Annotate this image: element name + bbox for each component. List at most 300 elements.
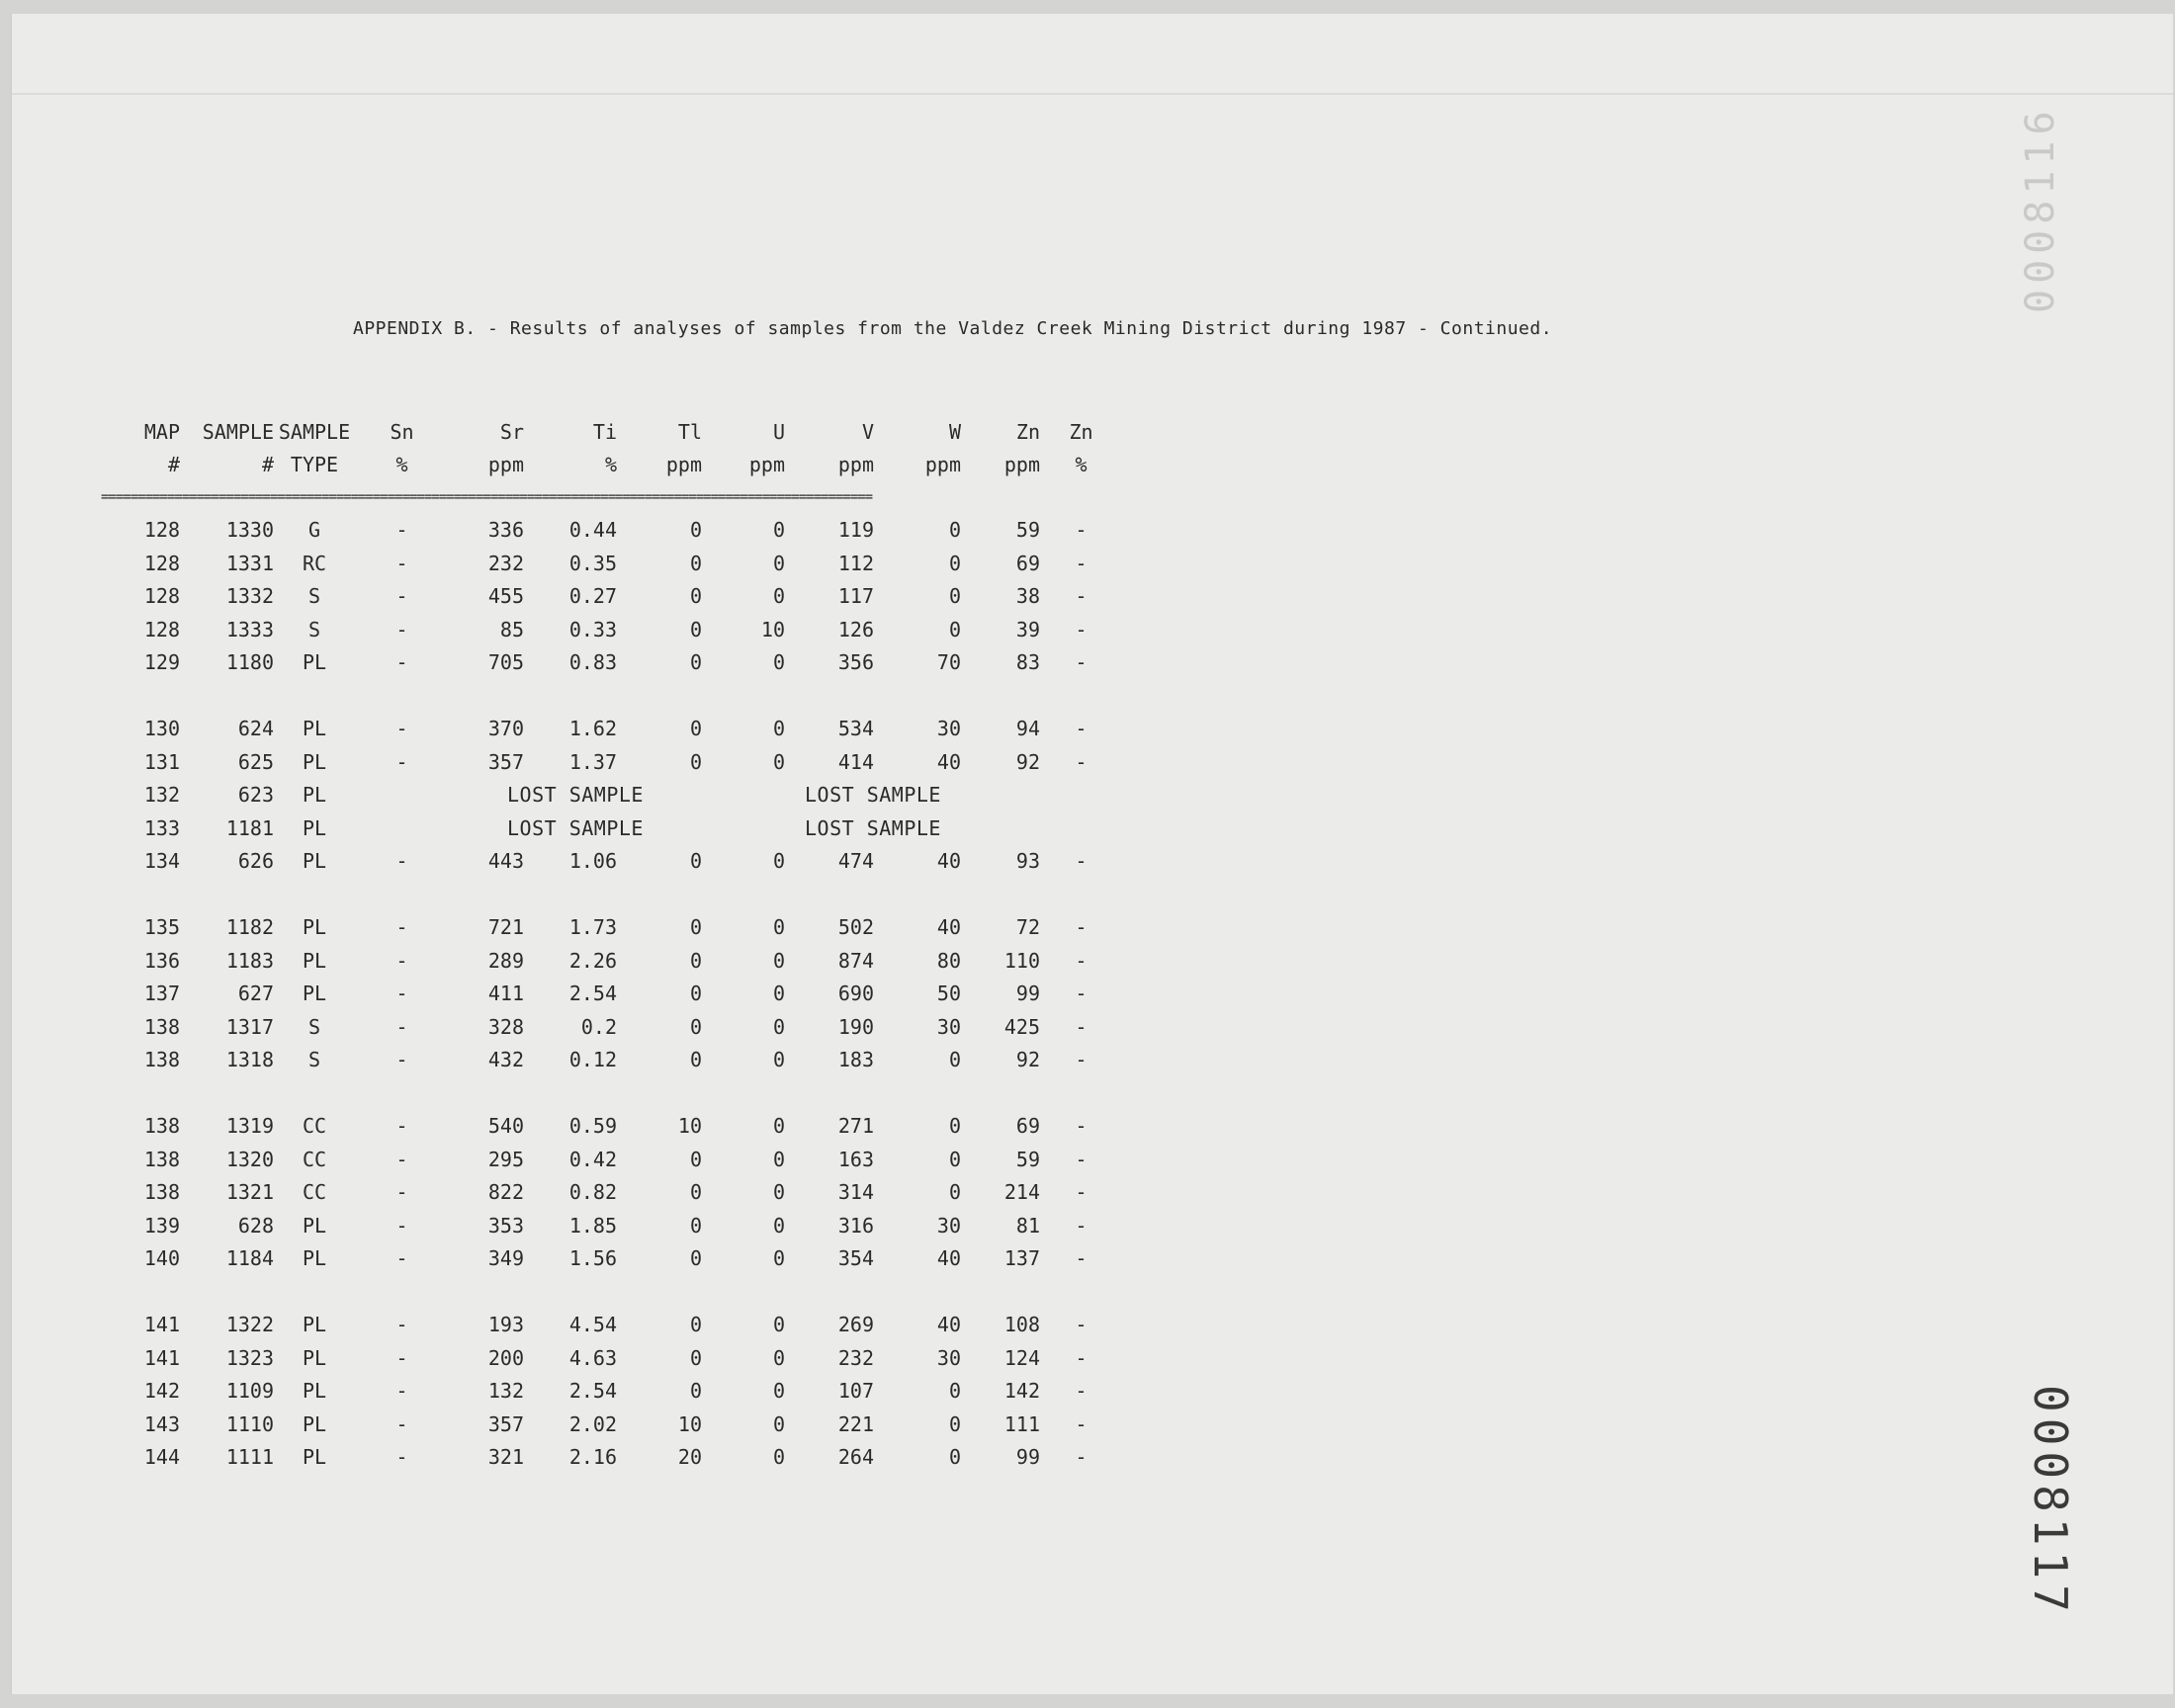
table-row [101, 1143, 1122, 1176]
table-cell: 0.27 [568, 584, 617, 609]
table-cell: 357 [487, 1411, 524, 1436]
table-cell: 411 [487, 982, 524, 1006]
table-cell: 627 [237, 982, 274, 1006]
table-cell: - [1075, 1048, 1088, 1072]
table-cell: 1180 [225, 650, 274, 675]
table-cell: 117 [837, 584, 874, 609]
table-cell: 295 [487, 1147, 524, 1171]
table-row [101, 613, 1122, 646]
table-cell: - [1075, 849, 1088, 874]
empty-cell [355, 811, 449, 845]
table-cell: G [307, 518, 321, 543]
table-cell: 190 [837, 1014, 874, 1039]
table-cell: 0 [772, 1014, 785, 1039]
table-cell: - [1075, 1246, 1088, 1271]
table-cell: 0.83 [568, 650, 617, 675]
table-cell: 92 [1015, 1048, 1040, 1072]
table-cell: - [1075, 1411, 1088, 1436]
table-cell: 432 [487, 1048, 524, 1072]
table-cell: 271 [837, 1114, 874, 1139]
table-row [101, 911, 1122, 945]
header-map: MAP [143, 419, 180, 444]
unit-sample-type: TYPE [290, 452, 339, 476]
table-cell: 1.62 [568, 717, 617, 741]
table-cell: 137 [143, 982, 180, 1006]
table-cell: 99 [1015, 982, 1040, 1006]
group-spacer [101, 679, 1122, 713]
table-cell: PL [302, 783, 327, 808]
table-cell: 163 [837, 1147, 874, 1171]
table-cell: 0 [689, 1180, 702, 1205]
table-cell: - [1075, 518, 1088, 543]
table-cell: 80 [936, 948, 961, 973]
table-cell: 108 [1003, 1313, 1040, 1337]
unit-tl: ppm [665, 452, 702, 476]
table-cell: 0 [689, 1014, 702, 1039]
table-row [101, 1209, 1122, 1242]
table-body [101, 514, 1122, 1475]
table-cell: CC [302, 1114, 327, 1139]
table-cell: 30 [936, 1014, 961, 1039]
table-cell: 0.35 [568, 551, 617, 575]
table-row [101, 1044, 1122, 1077]
table-cell: 534 [837, 717, 874, 741]
spacer-cell [101, 1275, 1122, 1309]
spacer-cell [101, 878, 1122, 911]
table-cell: 39 [1015, 617, 1040, 641]
table-cell: - [395, 551, 408, 575]
table-cell: 1.37 [568, 749, 617, 774]
spacer-cell [101, 679, 1122, 713]
header-zn-ppm: Zn [1015, 419, 1040, 444]
table-cell: 132 [487, 1379, 524, 1404]
table-cell: 142 [1003, 1379, 1040, 1404]
table-cell: 0 [772, 1313, 785, 1337]
table-cell: 0 [689, 1213, 702, 1238]
table-cell: 1110 [225, 1411, 274, 1436]
table-cell: 370 [487, 717, 524, 741]
table-cell: 0 [689, 518, 702, 543]
table-cell: 92 [1015, 749, 1040, 774]
table-cell: 30 [936, 1213, 961, 1238]
table-cell: 129 [143, 650, 180, 675]
table-cell: 443 [487, 849, 524, 874]
table-cell: 0 [948, 1114, 961, 1139]
table-cell: 10 [677, 1411, 702, 1436]
document-page [10, 14, 2173, 1694]
empty-cell [961, 811, 1040, 845]
table-cell: 0 [948, 551, 961, 575]
table-cell: - [395, 1246, 408, 1271]
page-stamp-number: 0008117 [2024, 1385, 2077, 1618]
table-cell: - [395, 717, 408, 741]
table-cell: 353 [487, 1213, 524, 1238]
unit-sample: # [261, 452, 274, 476]
table-cell: 0 [772, 749, 785, 774]
table-cell: 59 [1015, 1147, 1040, 1171]
table-cell: 0 [689, 1147, 702, 1171]
table-cell: 128 [143, 518, 180, 543]
table-cell: 2.26 [568, 948, 617, 973]
bleed-through-stamp: 0008116 [2018, 105, 2063, 313]
unit-ti: % [604, 452, 617, 476]
table-cell: - [1075, 982, 1088, 1006]
table-cell: 1184 [225, 1246, 274, 1271]
table-cell: 0 [689, 915, 702, 940]
table-cell: - [395, 1180, 408, 1205]
table-cell: 4.54 [568, 1313, 617, 1337]
table-cell: 20 [677, 1445, 702, 1470]
header-sample-type: SAMPLE [278, 419, 351, 444]
table-cell: 81 [1015, 1213, 1040, 1238]
unit-zn-ppm: ppm [1003, 452, 1040, 476]
table-cell: 0 [948, 1147, 961, 1171]
table-cell: - [395, 1411, 408, 1436]
table-cell: 1181 [225, 815, 274, 840]
table-cell: 625 [237, 749, 274, 774]
table-cell: - [1075, 1445, 1088, 1470]
table-cell: 289 [487, 948, 524, 973]
table-cell: 1.06 [568, 849, 617, 874]
table-row [101, 1110, 1122, 1144]
table-cell: - [1075, 1147, 1088, 1171]
table-cell: 126 [837, 617, 874, 641]
table-cell: 2.54 [568, 1379, 617, 1404]
header-row-top [101, 415, 1122, 448]
table-cell: PL [302, 915, 327, 940]
table-cell: - [395, 982, 408, 1006]
table-cell: 0 [689, 551, 702, 575]
table-row [101, 713, 1122, 746]
table-cell: 83 [1015, 650, 1040, 675]
table-cell: 40 [936, 1246, 961, 1271]
table-cell: - [1075, 749, 1088, 774]
table-cell: 0 [772, 1379, 785, 1404]
table-row [101, 978, 1122, 1011]
table-cell: 128 [143, 617, 180, 641]
table-cell: 141 [143, 1313, 180, 1337]
header-v: V [861, 419, 874, 444]
table-cell: 0.12 [568, 1048, 617, 1072]
table-cell: 502 [837, 915, 874, 940]
unit-sn: % [395, 452, 408, 476]
table-cell: 0 [689, 982, 702, 1006]
table-cell: 0 [772, 1048, 785, 1072]
table-cell: 40 [936, 749, 961, 774]
table-cell: PL [302, 1411, 327, 1436]
table-cell: 425 [1003, 1014, 1040, 1039]
table-cell: - [1075, 617, 1088, 641]
table-cell: 328 [487, 1014, 524, 1039]
table-cell: - [395, 1445, 408, 1470]
table-cell: 72 [1015, 915, 1040, 940]
table-cell: 143 [143, 1411, 180, 1436]
table-cell: 0 [689, 717, 702, 741]
table-cell: 0 [772, 1114, 785, 1139]
unit-u: ppm [748, 452, 785, 476]
table-cell: 0.42 [568, 1147, 617, 1171]
table-cell: - [1075, 915, 1088, 940]
table-row [101, 1441, 1122, 1475]
table-cell: 0.44 [568, 518, 617, 543]
table-cell: 2.16 [568, 1445, 617, 1470]
table-row [101, 944, 1122, 978]
table-cell: 0 [772, 1345, 785, 1370]
table-cell: - [395, 1014, 408, 1039]
table-cell: 111 [1003, 1411, 1040, 1436]
table-row [101, 845, 1122, 879]
table-cell: 30 [936, 1345, 961, 1370]
empty-cell [702, 779, 785, 812]
table-cell: 705 [487, 650, 524, 675]
table-cell: 0 [772, 1246, 785, 1271]
table-cell: S [307, 584, 321, 609]
table-cell: - [1075, 650, 1088, 675]
group-spacer [101, 878, 1122, 911]
header-sample: SAMPLE [202, 419, 274, 444]
lost-sample-note: LOST SAMPLE [507, 815, 644, 840]
table-cell: 30 [936, 717, 961, 741]
table-row [101, 1010, 1122, 1044]
table-cell: 144 [143, 1445, 180, 1470]
table-cell: 0 [948, 1411, 961, 1436]
table-cell: PL [302, 1246, 327, 1271]
table-cell: PL [302, 1445, 327, 1470]
table-cell: 414 [837, 749, 874, 774]
table-cell: 0 [689, 584, 702, 609]
table-cell: 0 [689, 1313, 702, 1337]
table-cell: 336 [487, 518, 524, 543]
table-cell: S [307, 617, 321, 641]
table-cell: 1330 [225, 518, 274, 543]
table-cell: 1318 [225, 1048, 274, 1072]
table-cell: 1111 [225, 1445, 274, 1470]
table-cell: 1332 [225, 584, 274, 609]
header-row-units [101, 448, 1122, 480]
table-cell: 0 [948, 1445, 961, 1470]
table-cell: 357 [487, 749, 524, 774]
header-zn-pct: Zn [1069, 419, 1093, 444]
table-cell: 69 [1015, 551, 1040, 575]
table-cell: - [1075, 717, 1088, 741]
table-cell: 1182 [225, 915, 274, 940]
header-w: W [948, 419, 961, 444]
table-cell: - [395, 749, 408, 774]
table-cell: 356 [837, 650, 874, 675]
table-cell: 0 [948, 1379, 961, 1404]
table-cell: 321 [487, 1445, 524, 1470]
table-cell: 93 [1015, 849, 1040, 874]
table-cell: 40 [936, 849, 961, 874]
table-cell: 264 [837, 1445, 874, 1470]
table-cell: - [1075, 584, 1088, 609]
table-cell: 107 [837, 1379, 874, 1404]
empty-cell [961, 779, 1040, 812]
table-cell: 0 [689, 1246, 702, 1271]
header-ti: Ti [592, 419, 617, 444]
table-cell: 137 [1003, 1246, 1040, 1271]
table-cell: - [395, 1048, 408, 1072]
table-cell: 874 [837, 948, 874, 973]
table-cell: 40 [936, 1313, 961, 1337]
table-cell: PL [302, 650, 327, 675]
table-cell: 1.85 [568, 1213, 617, 1238]
empty-cell [702, 811, 785, 845]
group-spacer [101, 1076, 1122, 1110]
table-cell: 2.02 [568, 1411, 617, 1436]
table-cell: 0 [772, 551, 785, 575]
table-cell: 0.33 [568, 617, 617, 641]
table-cell: - [1075, 1114, 1088, 1139]
table-cell: - [395, 1114, 408, 1139]
table-cell: 0 [772, 1180, 785, 1205]
table-cell: 183 [837, 1048, 874, 1072]
table-cell: 131 [143, 749, 180, 774]
table-cell: 0 [772, 584, 785, 609]
table-row [101, 646, 1122, 680]
table-cell: 232 [837, 1345, 874, 1370]
table-cell: 200 [487, 1345, 524, 1370]
table-cell: - [395, 915, 408, 940]
table-row [101, 580, 1122, 614]
table-cell: 50 [936, 982, 961, 1006]
header-sr: Sr [499, 419, 524, 444]
table-cell: PL [302, 982, 327, 1006]
table-cell: - [395, 1213, 408, 1238]
table-cell: 138 [143, 1014, 180, 1039]
table-cell: 0 [772, 915, 785, 940]
table-cell: 1317 [225, 1014, 274, 1039]
table-cell: RC [302, 551, 327, 575]
table-cell: 135 [143, 915, 180, 940]
table-cell: 0 [948, 1180, 961, 1205]
table-cell: - [1075, 551, 1088, 575]
table-cell: 136 [143, 948, 180, 973]
table-cell: - [395, 518, 408, 543]
table-cell: 623 [237, 783, 274, 808]
table-cell: CC [302, 1147, 327, 1171]
table-cell: 0 [689, 1379, 702, 1404]
table-cell: 4.63 [568, 1345, 617, 1370]
table-cell: 0 [772, 650, 785, 675]
table-cell: PL [302, 1379, 327, 1404]
table-cell: 1322 [225, 1313, 274, 1337]
table-cell: 138 [143, 1180, 180, 1205]
table-cell: - [395, 948, 408, 973]
table-cell: 128 [143, 584, 180, 609]
table-cell: - [395, 1313, 408, 1337]
group-spacer [101, 1275, 1122, 1309]
table-cell: PL [302, 717, 327, 741]
unit-map: # [167, 452, 180, 476]
table-cell: 0 [689, 1048, 702, 1072]
table-cell: 0 [772, 948, 785, 973]
table-cell: 141 [143, 1345, 180, 1370]
table-cell: S [307, 1014, 321, 1039]
header-u: U [772, 419, 785, 444]
table-cell: - [1075, 1213, 1088, 1238]
table-cell: PL [302, 948, 327, 973]
table-cell: - [395, 1379, 408, 1404]
table-cell: 132 [143, 783, 180, 808]
table-cell: - [395, 1147, 408, 1171]
table-cell: 0 [772, 1147, 785, 1171]
table-cell: 38 [1015, 584, 1040, 609]
table-cell: 0 [689, 849, 702, 874]
table-cell: 690 [837, 982, 874, 1006]
table-cell: 0 [948, 1048, 961, 1072]
table-cell: 269 [837, 1313, 874, 1337]
table-cell: 0 [948, 584, 961, 609]
table-cell: PL [302, 1313, 327, 1337]
table-cell: 2.54 [568, 982, 617, 1006]
table-row [101, 745, 1122, 779]
table-row [101, 1176, 1122, 1210]
unit-zn-pct: % [1075, 452, 1088, 476]
table-cell: 1109 [225, 1379, 274, 1404]
table-cell: 626 [237, 849, 274, 874]
table-cell: 0 [772, 849, 785, 874]
table-cell: 232 [487, 551, 524, 575]
table-cell: 628 [237, 1213, 274, 1238]
table-cell: - [395, 617, 408, 641]
unit-sr: ppm [487, 452, 524, 476]
table-cell: 1319 [225, 1114, 274, 1139]
table-cell: 0.82 [568, 1180, 617, 1205]
table-cell: 70 [936, 650, 961, 675]
table-row [101, 1408, 1122, 1441]
table-cell: 69 [1015, 1114, 1040, 1139]
table-cell: - [395, 1345, 408, 1370]
table-cell: 1.73 [568, 915, 617, 940]
table-cell: 0 [772, 982, 785, 1006]
table-cell: 119 [837, 518, 874, 543]
table-cell: 59 [1015, 518, 1040, 543]
table-cell: - [1075, 1014, 1088, 1039]
table-cell: 99 [1015, 1445, 1040, 1470]
lost-sample-row [101, 811, 1122, 845]
table-cell: 193 [487, 1313, 524, 1337]
table-cell: 0 [948, 518, 961, 543]
table-cell: 0 [772, 717, 785, 741]
header-sn: Sn [390, 419, 414, 444]
table-cell: 354 [837, 1246, 874, 1271]
table-cell: 134 [143, 849, 180, 874]
table-row [101, 547, 1122, 580]
table-cell: - [1075, 948, 1088, 973]
lost-sample-note: LOST SAMPLE [805, 783, 941, 808]
table-cell: PL [302, 849, 327, 874]
table-cell: 1331 [225, 551, 274, 575]
table-cell: - [395, 650, 408, 675]
empty-cell [355, 779, 449, 812]
table-cell: - [395, 849, 408, 874]
table-cell: 0 [772, 1411, 785, 1436]
table-cell: 0 [689, 650, 702, 675]
table-cell: 138 [143, 1114, 180, 1139]
unit-w: ppm [924, 452, 961, 476]
table-cell: S [307, 1048, 321, 1072]
header-rule: ========================================================================================================= [101, 488, 873, 505]
table-cell: 0.2 [580, 1014, 617, 1039]
table-cell: 0 [689, 948, 702, 973]
table-cell: 10 [677, 1114, 702, 1139]
table-cell: 133 [143, 815, 180, 840]
lost-sample-note: LOST SAMPLE [507, 783, 644, 808]
table-cell: 0 [772, 518, 785, 543]
table-cell: PL [302, 1345, 327, 1370]
table-cell: 221 [837, 1411, 874, 1436]
